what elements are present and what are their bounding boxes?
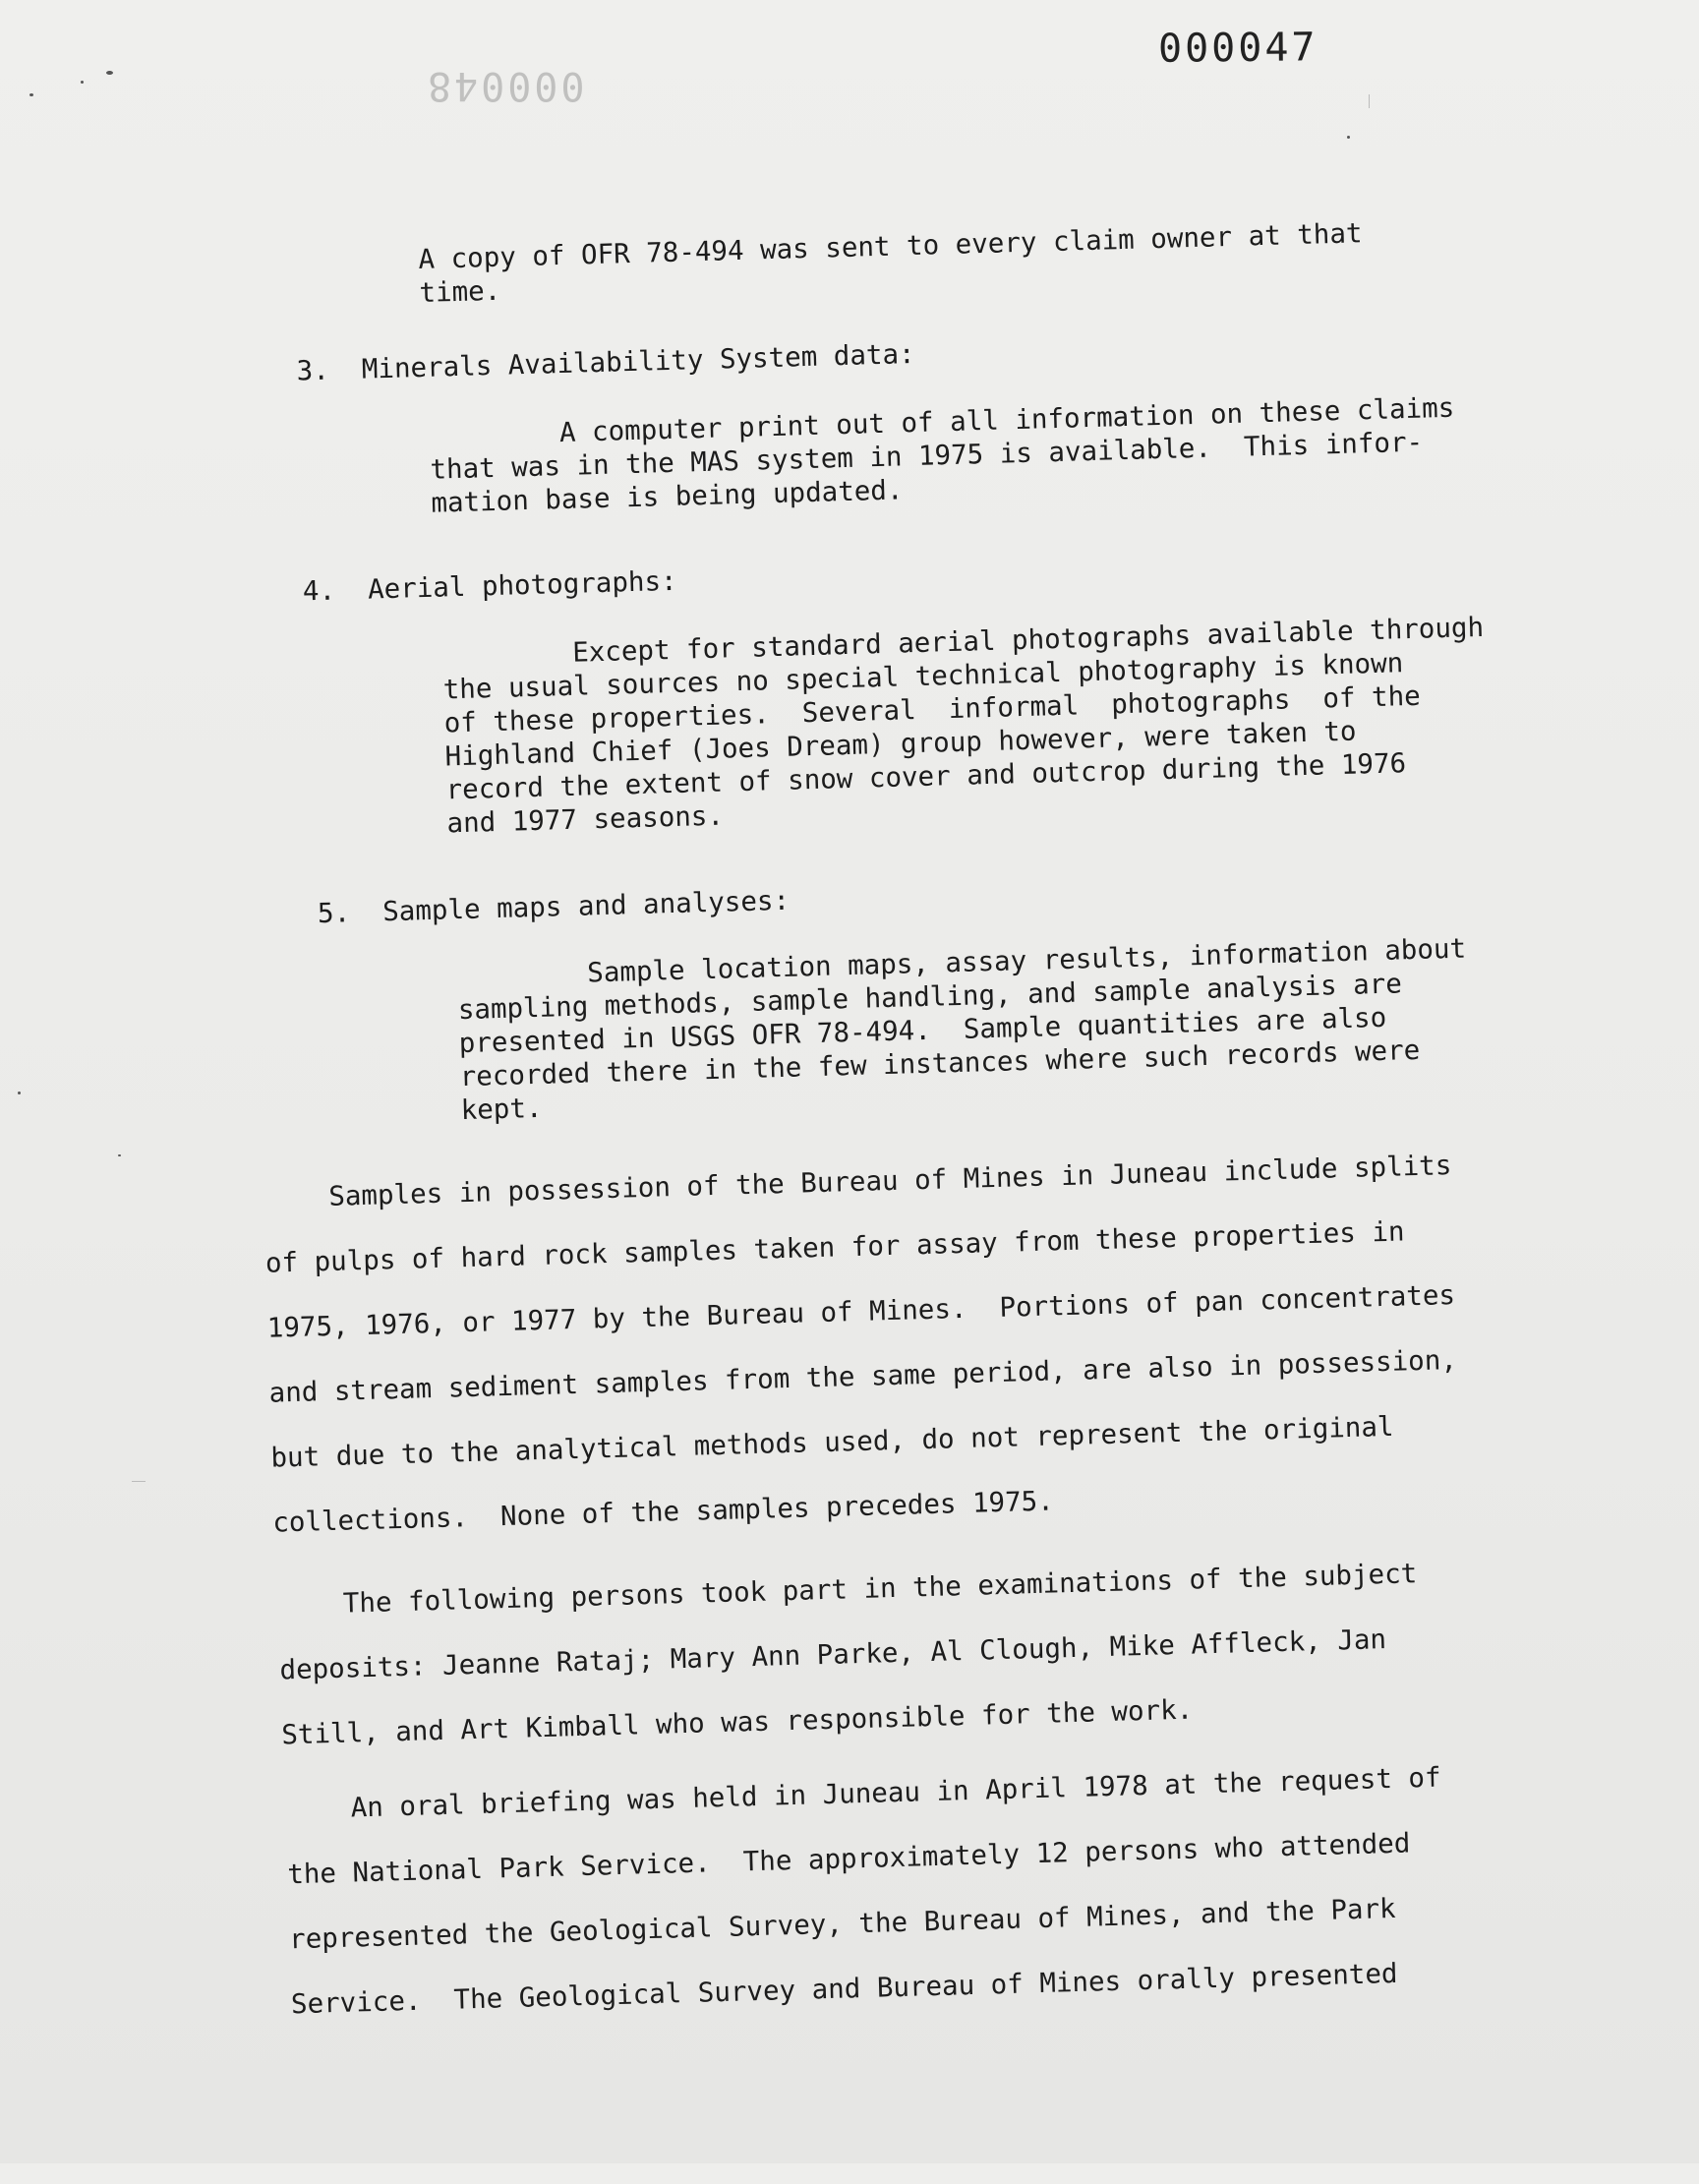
item-4-body: Except for standard aerial photographs available through the usual sources no special technical photography is known of these properties. Several informal photographs of the Highland Chief (Joes Dream) group however, were taken to record the extent of snow cover and outcrop during the 1976 and 1977 seasons. — [441, 611, 1485, 840]
item-3-heading: 3. Minerals Availability System data: — [296, 337, 916, 387]
item-4-heading: 4. Aerial photographs: — [302, 564, 678, 608]
briefing-paragraph: An oral briefing was held in Juneau in April 1978 at the request of the National Park Service. The approximately 12 persons who attended represented the Geological Survey, the Bureau of Mines, and the Park Service. The Geological Survey and Bureau of Mines orally presented — [285, 1761, 1441, 2021]
bleed-through-page-number: 000048 — [425, 63, 585, 108]
item-5-heading: 5. Sample maps and analyses: — [317, 884, 791, 930]
item-5-body: Sample location maps, assay results, information about sampling methods, sample handling, and sample analysis are presented in USGS OFR 78-494. Sample quantities are also recorded there in the few instances where such records were kept. — [456, 932, 1467, 1127]
samples-paragraph: Samples in possession of the Bureau of Mines in Juneau include splits of pulps of hard rock samples taken for assay from these properties in 1975, 1976, or 1977 by the Bureau of Mines. Portions of pan concentrates and stream sediment samples from the same period, are also in possession, but due to the analytical methods used, do not represent the original collections. None of the samples precedes 1975. — [263, 1150, 1458, 1539]
persons-paragraph: The following persons took part in the examinations of the subject deposits: Jeanne Rataj; Mary Ann Parke, Al Clough, Mike Affleck, Jan Still, and Art Kimball who was responsible for the work. — [277, 1558, 1418, 1751]
item-3-body: A computer print out of all information on these claims that was in the MAS system in 1975 is available. This infor- mation base is being updated. — [429, 391, 1455, 519]
page-number: 000047 — [1157, 25, 1318, 72]
intro-paragraph: A copy of OFR 78-494 was sent to every claim owner at that time. — [418, 217, 1363, 309]
